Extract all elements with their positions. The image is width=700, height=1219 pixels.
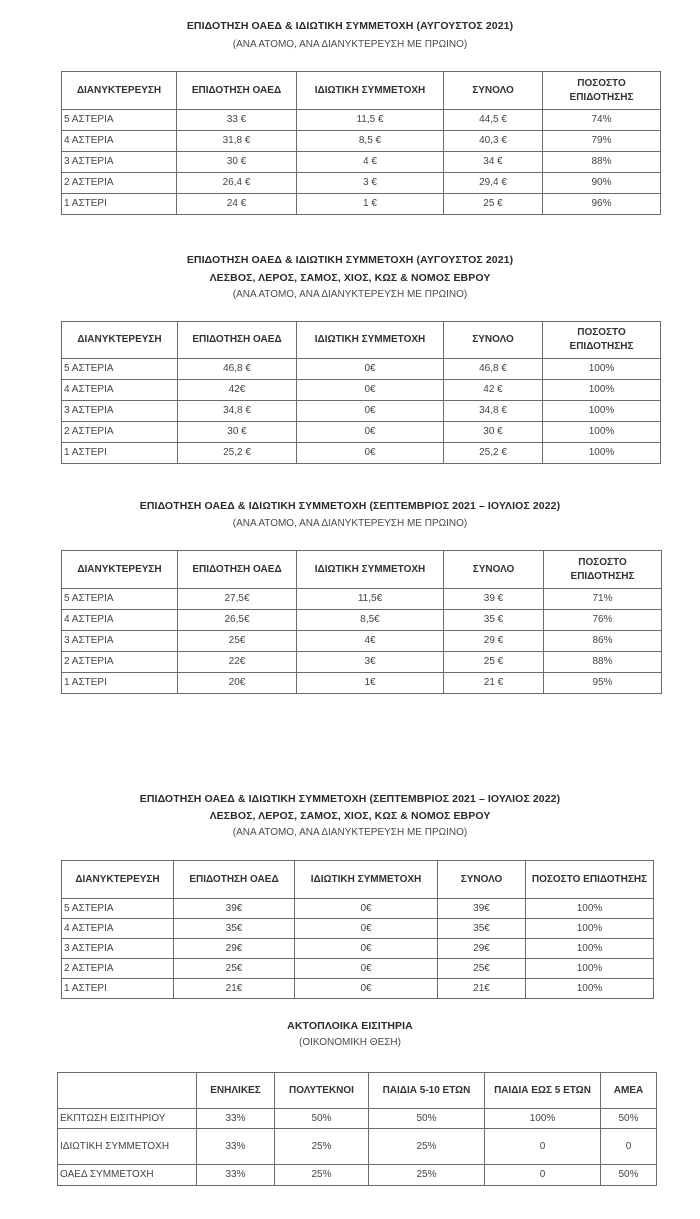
cell: 0€ <box>297 380 444 401</box>
cell: 34,8 € <box>444 401 543 422</box>
table-row <box>62 673 662 694</box>
table-row <box>62 589 662 610</box>
cell: 42€ <box>178 380 297 401</box>
table-row <box>62 194 661 215</box>
cell: 29 € <box>444 631 544 652</box>
header-cell: ΣΥΝΟΛΟ <box>444 551 544 589</box>
cell: 33 € <box>177 110 297 131</box>
header-cell: ΠΟΣΟΣΤΟ ΕΠΙΔΟΤΗΣΗΣ <box>543 72 661 110</box>
cell: 0 <box>485 1165 601 1186</box>
cell: 39 € <box>444 589 544 610</box>
row-label: 1 ΑΣΤΕΡΙ <box>62 443 178 464</box>
cell: 3 € <box>297 173 444 194</box>
table-row <box>62 919 654 939</box>
cell: 96% <box>543 194 661 215</box>
header-cell: ΕΝΗΛΙΚΕΣ <box>197 1073 275 1109</box>
cell: 100% <box>526 939 654 959</box>
header-cell: ΙΔΙΩΤΙΚΗ ΣΥΜΜΕΤΟΧΗ <box>297 72 444 110</box>
cell: 88% <box>544 652 662 673</box>
cell: 0 <box>485 1129 601 1165</box>
ferry-title: ΑΚΤΟΠΛΟΙΚΑ ΕΙΣΙΤΗΡΙΑ <box>287 1020 413 1032</box>
cell: 79% <box>543 131 661 152</box>
cell: 30 € <box>444 422 543 443</box>
cell: 27,5€ <box>178 589 297 610</box>
cell: 25€ <box>174 959 295 979</box>
cell: 34 € <box>444 152 543 173</box>
ferry-subtitle: (ΟΙΚΟΝΟΜΙΚΗ ΘΕΣΗ) <box>299 1037 401 1048</box>
cell: 30 € <box>178 422 297 443</box>
table-4-subtitle: (ΑΝΑ ΑΤΟΜΟ, ΑΝΑ ΔΙΑΝΥΚΤΕΡΕΥΣΗ ΜΕ ΠΡΩΙΝΟ) <box>232 827 468 838</box>
cell: 71% <box>544 589 662 610</box>
table-row <box>58 1129 657 1165</box>
row-label: 3 ΑΣΤΕΡΙΑ <box>62 939 174 959</box>
header-cell: ΔΙΑΝΥΚΤΕΡΕΥΣΗ <box>62 72 177 110</box>
cell: 100% <box>526 899 654 919</box>
cell: 46,8 € <box>444 359 543 380</box>
table-3-subtitle: (ΑΝΑ ΑΤΟΜΟ, ΑΝΑ ΔΙΑΝΥΚΤΕΡΕΥΣΗ ΜΕ ΠΡΩΙΝΟ) <box>232 518 468 529</box>
cell: 90% <box>543 173 661 194</box>
cell: 8,5 € <box>297 131 444 152</box>
cell: 100% <box>526 919 654 939</box>
table-3-title: ΕΠΙΔΟΤΗΣΗ ΟΑΕΔ & ΙΔΙΩΤΙΚΗ ΣΥΜΜΕΤΟΧΗ (ΣΕΠΤΕΜΒΡΙΟΣ 2021 – ΙΟΥΛΙΟΣ 2022) <box>139 500 561 512</box>
cell: 35€ <box>174 919 295 939</box>
row-label: 4 ΑΣΤΕΡΙΑ <box>62 610 178 631</box>
table-row <box>62 380 661 401</box>
row-label: 2 ΑΣΤΕΡΙΑ <box>62 652 178 673</box>
header-cell: ΔΙΑΝΥΚΤΕΡΕΥΣΗ <box>62 861 174 899</box>
cell: 39€ <box>438 899 526 919</box>
header-cell: ΠΟΣΟΣΤΟ ΕΠΙΔΟΤΗΣΗΣ <box>544 551 662 589</box>
row-label: 2 ΑΣΤΕΡΙΑ <box>62 173 177 194</box>
cell: 26,4 € <box>177 173 297 194</box>
header-cell: ΙΔΙΩΤΙΚΗ ΣΥΜΜΕΤΟΧΗ <box>295 861 438 899</box>
cell: 100% <box>526 959 654 979</box>
cell: 25% <box>369 1129 485 1165</box>
cell: 35 € <box>444 610 544 631</box>
cell: 33% <box>197 1129 275 1165</box>
cell: 88% <box>543 152 661 173</box>
row-label: ΕΚΠΤΩΣΗ ΕΙΣΙΤΗΡΙΟΥ <box>58 1109 197 1129</box>
header-cell-empty <box>58 1073 197 1109</box>
row-label: 3 ΑΣΤΕΡΙΑ <box>62 401 178 422</box>
row-label: 2 ΑΣΤΕΡΙΑ <box>62 959 174 979</box>
row-label: 3 ΑΣΤΕΡΙΑ <box>62 631 178 652</box>
table-row <box>62 610 662 631</box>
cell: 4 € <box>297 152 444 173</box>
table-row <box>62 110 661 131</box>
cell: 42 € <box>444 380 543 401</box>
table-row <box>62 979 654 999</box>
row-label: 5 ΑΣΤΕΡΙΑ <box>62 359 178 380</box>
cell: 39€ <box>174 899 295 919</box>
table-row <box>62 959 654 979</box>
table-header-row <box>62 861 654 899</box>
table-2-region: ΛΕΣΒΟΣ, ΛΕΡΟΣ, ΣΑΜΟΣ, ΧΙΟΣ, ΚΩΣ & ΝΟΜΟΣ ΕΒΡΟΥ <box>209 272 491 284</box>
header-cell: ΕΠΙΔΟΤΗΣΗ ΟΑΕΔ <box>178 322 297 359</box>
cell: 29,4 € <box>444 173 543 194</box>
cell: 22€ <box>178 652 297 673</box>
cell: 1€ <box>297 673 444 694</box>
row-label: 5 ΑΣΤΕΡΙΑ <box>62 110 177 131</box>
cell: 4€ <box>297 631 444 652</box>
cell: 25 € <box>444 194 543 215</box>
table-row <box>62 173 661 194</box>
cell: 0€ <box>297 422 444 443</box>
header-cell: ΠΟΣΟΣΤΟ ΕΠΙΔΟΤΗΣΗΣ <box>543 322 661 359</box>
table-4 <box>61 860 654 999</box>
header-cell: ΣΥΝΟΛΟ <box>438 861 526 899</box>
table-4-title: ΕΠΙΔΟΤΗΣΗ ΟΑΕΔ & ΙΔΙΩΤΙΚΗ ΣΥΜΜΕΤΟΧΗ (ΣΕΠΤΕΜΒΡΙΟΣ 2021 – ΙΟΥΛΙΟΣ 2022) <box>139 793 561 805</box>
row-label: ΟΑΕΔ ΣΥΜΜΕΤΟΧΗ <box>58 1165 197 1186</box>
table-row <box>62 152 661 173</box>
header-cell: ΠΑΙΔΙΑ 5-10 ΕΤΩΝ <box>369 1073 485 1109</box>
table-row <box>58 1165 657 1186</box>
row-label: 5 ΑΣΤΕΡΙΑ <box>62 589 178 610</box>
table-row <box>62 401 661 422</box>
header-cell: ΕΠΙΔΟΤΗΣΗ ΟΑΕΔ <box>177 72 297 110</box>
table-row <box>62 631 662 652</box>
header-cell: ΠΑΙΔΙΑ ΕΩΣ 5 ΕΤΩΝ <box>485 1073 601 1109</box>
row-label: 1 ΑΣΤΕΡΙ <box>62 194 177 215</box>
cell: 0€ <box>297 359 444 380</box>
table-1-title: ΕΠΙΔΟΤΗΣΗ ΟΑΕΔ & ΙΔΙΩΤΙΚΗ ΣΥΜΜΕΤΟΧΗ (ΑΥΓΟΥΣΤΟΣ 2021) <box>186 20 514 32</box>
table-row <box>62 443 661 464</box>
table-3 <box>61 550 662 694</box>
cell: 100% <box>485 1109 601 1129</box>
cell: 100% <box>543 359 661 380</box>
header-cell: ΕΠΙΔΟΤΗΣΗ ΟΑΕΔ <box>174 861 295 899</box>
cell: 74% <box>543 110 661 131</box>
row-label: ΙΔΙΩΤΙΚΗ ΣΥΜΜΕΤΟΧΗ <box>58 1129 197 1165</box>
row-label: 4 ΑΣΤΕΡΙΑ <box>62 131 177 152</box>
row-label: 4 ΑΣΤΕΡΙΑ <box>62 380 178 401</box>
cell: 33% <box>197 1109 275 1129</box>
cell: 100% <box>543 422 661 443</box>
table-2 <box>61 321 661 464</box>
table-1 <box>61 71 661 215</box>
cell: 95% <box>544 673 662 694</box>
cell: 50% <box>601 1165 657 1186</box>
table-row <box>62 131 661 152</box>
table-row <box>62 359 661 380</box>
cell: 25,2 € <box>178 443 297 464</box>
row-label: 2 ΑΣΤΕΡΙΑ <box>62 422 178 443</box>
cell: 25€ <box>178 631 297 652</box>
cell: 0€ <box>295 899 438 919</box>
cell: 76% <box>544 610 662 631</box>
header-cell: ΣΥΝΟΛΟ <box>444 72 543 110</box>
cell: 11,5 € <box>297 110 444 131</box>
header-cell: ΣΥΝΟΛΟ <box>444 322 543 359</box>
cell: 21€ <box>174 979 295 999</box>
cell: 35€ <box>438 919 526 939</box>
cell: 30 € <box>177 152 297 173</box>
ferry-table <box>57 1072 657 1186</box>
header-cell: ΙΔΙΩΤΙΚΗ ΣΥΜΜΕΤΟΧΗ <box>297 551 444 589</box>
cell: 100% <box>543 380 661 401</box>
cell: 20€ <box>178 673 297 694</box>
cell: 100% <box>526 979 654 999</box>
cell: 0 <box>601 1129 657 1165</box>
cell: 26,5€ <box>178 610 297 631</box>
table-row <box>62 422 661 443</box>
cell: 50% <box>275 1109 369 1129</box>
cell: 34,8 € <box>178 401 297 422</box>
header-cell: ΠΟΛΥΤΕΚΝΟΙ <box>275 1073 369 1109</box>
cell: 8,5€ <box>297 610 444 631</box>
cell: 21 € <box>444 673 544 694</box>
row-label: 1 ΑΣΤΕΡΙ <box>62 979 174 999</box>
header-cell: ΙΔΙΩΤΙΚΗ ΣΥΜΜΕΤΟΧΗ <box>297 322 444 359</box>
cell: 100% <box>543 443 661 464</box>
cell: 0€ <box>297 443 444 464</box>
cell: 40,3 € <box>444 131 543 152</box>
table-row <box>62 939 654 959</box>
cell: 86% <box>544 631 662 652</box>
row-label: 3 ΑΣΤΕΡΙΑ <box>62 152 177 173</box>
cell: 29€ <box>438 939 526 959</box>
cell: 3€ <box>297 652 444 673</box>
cell: 33% <box>197 1165 275 1186</box>
cell: 0€ <box>297 401 444 422</box>
header-cell: ΔΙΑΝΥΚΤΕΡΕΥΣΗ <box>62 322 178 359</box>
cell: 25% <box>275 1165 369 1186</box>
header-cell: ΑΜΕΑ <box>601 1073 657 1109</box>
table-row <box>62 899 654 919</box>
table-1-subtitle: (ΑΝΑ ΑΤΟΜΟ, ΑΝΑ ΔΙΑΝΥΚΤΕΡΕΥΣΗ ΜΕ ΠΡΩΙΝΟ) <box>232 39 468 50</box>
table-row <box>58 1109 657 1129</box>
cell: 25% <box>275 1129 369 1165</box>
cell: 50% <box>369 1109 485 1129</box>
cell: 0€ <box>295 919 438 939</box>
cell: 25€ <box>438 959 526 979</box>
cell: 44,5 € <box>444 110 543 131</box>
cell: 25 € <box>444 652 544 673</box>
cell: 25% <box>369 1165 485 1186</box>
cell: 1 € <box>297 194 444 215</box>
row-label: 1 ΑΣΤΕΡΙ <box>62 673 178 694</box>
header-cell: ΕΠΙΔΟΤΗΣΗ ΟΑΕΔ <box>178 551 297 589</box>
table-row <box>62 652 662 673</box>
cell: 46,8 € <box>178 359 297 380</box>
table-2-subtitle: (ΑΝΑ ΑΤΟΜΟ, ΑΝΑ ΔΙΑΝΥΚΤΕΡΕΥΣΗ ΜΕ ΠΡΩΙΝΟ) <box>232 289 468 300</box>
row-label: 5 ΑΣΤΕΡΙΑ <box>62 899 174 919</box>
cell: 24 € <box>177 194 297 215</box>
cell: 21€ <box>438 979 526 999</box>
table-header-row <box>62 322 661 359</box>
header-cell: ΔΙΑΝΥΚΤΕΡΕΥΣΗ <box>62 551 178 589</box>
table-4-region: ΛΕΣΒΟΣ, ΛΕΡΟΣ, ΣΑΜΟΣ, ΧΙΟΣ, ΚΩΣ & ΝΟΜΟΣ ΕΒΡΟΥ <box>209 810 491 822</box>
table-header-row <box>62 551 662 589</box>
cell: 0€ <box>295 939 438 959</box>
cell: 0€ <box>295 959 438 979</box>
cell: 11,5€ <box>297 589 444 610</box>
row-label: 4 ΑΣΤΕΡΙΑ <box>62 919 174 939</box>
cell: 31,8 € <box>177 131 297 152</box>
table-header-row <box>58 1073 657 1109</box>
table-header-row <box>62 72 661 110</box>
header-cell: ΠΟΣΟΣΤΟ ΕΠΙΔΟΤΗΣΗΣ <box>526 861 654 899</box>
table-2-title: ΕΠΙΔΟΤΗΣΗ ΟΑΕΔ & ΙΔΙΩΤΙΚΗ ΣΥΜΜΕΤΟΧΗ (ΑΥΓΟΥΣΤΟΣ 2021) <box>186 254 514 266</box>
cell: 100% <box>543 401 661 422</box>
cell: 50% <box>601 1109 657 1129</box>
cell: 25,2 € <box>444 443 543 464</box>
cell: 0€ <box>295 979 438 999</box>
cell: 29€ <box>174 939 295 959</box>
